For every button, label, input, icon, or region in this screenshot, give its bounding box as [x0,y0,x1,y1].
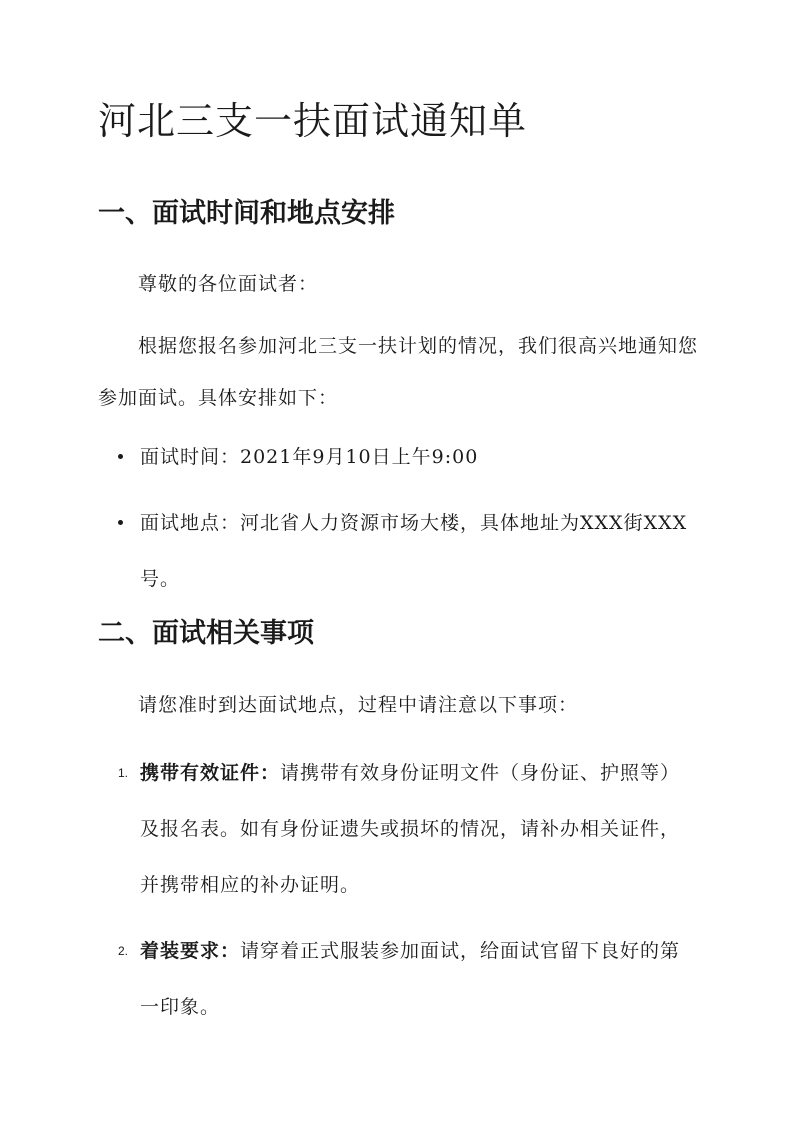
interview-time-text: 面试时间：2021年9月10日上午9:00 [140,446,479,468]
item-label: 携带有效证件： [140,762,281,784]
section-heading-schedule: 一、面试时间和地点安排 [98,198,395,229]
list-item [98,745,698,913]
list-item [98,429,710,485]
interview-location-text: 面试地点：河北省人力资源市场大楼，具体地址为XXX街XXX号。 [140,512,688,590]
item-label: 着装要求： [140,940,241,962]
list-item [98,923,698,1035]
schedule-list [98,429,710,607]
notes-intro-text: 请您准时到达面试地点，过程中请注意以下事项： [138,694,579,716]
list-number: 2. [118,944,129,958]
bullet-dot-icon [118,520,123,525]
document-title: 河北三支一扶面试通知单 [98,99,528,143]
list-number: 1. [118,766,129,780]
section-heading-notes: 二、面试相关事项 [98,618,314,649]
item-text: 请携带有效身份证明文件（身份证、护照等）及报名表。如有身份证遗失或损坏的情况，请补办相关证件，并携带相应的补办证明。 [140,762,681,896]
notes-list [98,745,698,1035]
greeting-text: 尊敬的各位面试者： [138,273,319,295]
item-text: 请穿着正式服装参加面试，给面试官留下良好的第一印象。 [140,940,681,1018]
intro-paragraph: 根据您报名参加河北三支一扶计划的情况，我们很高兴地通知您参加面试。具体安排如下： [98,335,699,409]
bullet-dot-icon [118,454,123,459]
list-item [98,495,710,607]
